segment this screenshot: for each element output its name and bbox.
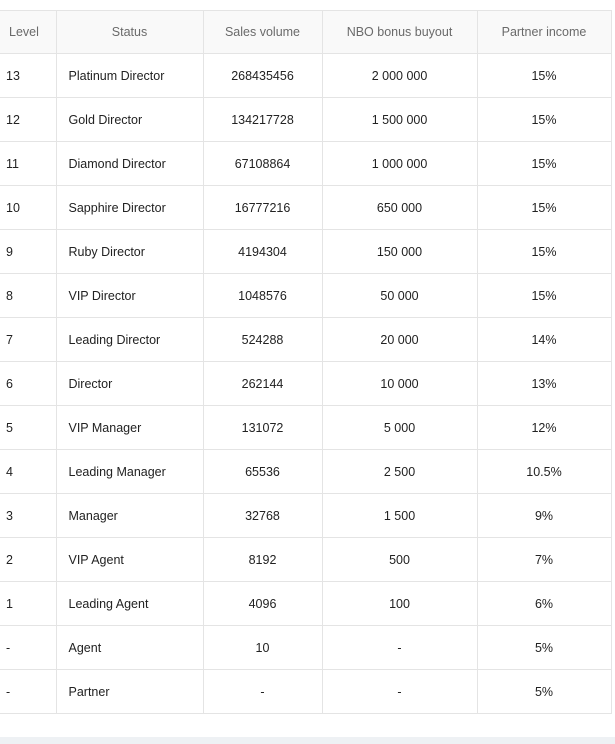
cell-partner-income: 14% bbox=[477, 318, 611, 362]
cell-level: 13 bbox=[0, 54, 56, 98]
cell-sales-volume: 32768 bbox=[203, 494, 322, 538]
table-row bbox=[0, 582, 611, 626]
cell-nbo-bonus-buyout: 10 000 bbox=[322, 362, 477, 406]
cell-nbo-bonus-buyout: 2 000 000 bbox=[322, 54, 477, 98]
cell-partner-income: 12% bbox=[477, 406, 611, 450]
cell-nbo-bonus-buyout: 20 000 bbox=[322, 318, 477, 362]
cell-sales-volume: 268435456 bbox=[203, 54, 322, 98]
cell-nbo-bonus-buyout: 1 500 000 bbox=[322, 98, 477, 142]
cell-status: Diamond Director bbox=[56, 142, 203, 186]
cell-level: 11 bbox=[0, 142, 56, 186]
cell-level: 9 bbox=[0, 230, 56, 274]
cell-status: Director bbox=[56, 362, 203, 406]
cell-status: Ruby Director bbox=[56, 230, 203, 274]
cell-level: 2 bbox=[0, 538, 56, 582]
header-partner-income: Partner income bbox=[477, 11, 611, 54]
cell-partner-income: 15% bbox=[477, 274, 611, 318]
header-nbo-bonus-buyout: NBO bonus buyout bbox=[322, 11, 477, 54]
cell-sales-volume: 4194304 bbox=[203, 230, 322, 274]
header-sales-volume: Sales volume bbox=[203, 11, 322, 54]
cell-partner-income: 15% bbox=[477, 142, 611, 186]
cell-nbo-bonus-buyout: 1 500 bbox=[322, 494, 477, 538]
cell-nbo-bonus-buyout: 5 000 bbox=[322, 406, 477, 450]
cell-sales-volume: 16777216 bbox=[203, 186, 322, 230]
table-row bbox=[0, 318, 611, 362]
cell-level: 12 bbox=[0, 98, 56, 142]
table-row bbox=[0, 406, 611, 450]
cell-partner-income: 7% bbox=[477, 538, 611, 582]
cell-status: Leading Manager bbox=[56, 450, 203, 494]
cell-level: 3 bbox=[0, 494, 56, 538]
cell-partner-income: 10.5% bbox=[477, 450, 611, 494]
cell-nbo-bonus-buyout: 50 000 bbox=[322, 274, 477, 318]
cell-sales-volume: 131072 bbox=[203, 406, 322, 450]
cell-level: 7 bbox=[0, 318, 56, 362]
table-row bbox=[0, 54, 611, 98]
cell-level: - bbox=[0, 670, 56, 714]
cell-nbo-bonus-buyout: 2 500 bbox=[322, 450, 477, 494]
cell-sales-volume: 8192 bbox=[203, 538, 322, 582]
cell-nbo-bonus-buyout: 650 000 bbox=[322, 186, 477, 230]
cell-level: 8 bbox=[0, 274, 56, 318]
cell-partner-income: 9% bbox=[477, 494, 611, 538]
cell-nbo-bonus-buyout: - bbox=[322, 626, 477, 670]
cell-status: Sapphire Director bbox=[56, 186, 203, 230]
status-levels-table-container bbox=[0, 10, 611, 714]
cell-level: 5 bbox=[0, 406, 56, 450]
cell-status: Partner bbox=[56, 670, 203, 714]
table-row bbox=[0, 450, 611, 494]
table-header-row bbox=[0, 11, 611, 54]
cell-sales-volume: 1048576 bbox=[203, 274, 322, 318]
cell-level: 4 bbox=[0, 450, 56, 494]
page-bottom-strip bbox=[0, 737, 615, 744]
table-row bbox=[0, 186, 611, 230]
cell-partner-income: 13% bbox=[477, 362, 611, 406]
table-row bbox=[0, 274, 611, 318]
cell-sales-volume: - bbox=[203, 670, 322, 714]
table-body bbox=[0, 54, 611, 714]
cell-status: VIP Manager bbox=[56, 406, 203, 450]
cell-sales-volume: 67108864 bbox=[203, 142, 322, 186]
cell-partner-income: 15% bbox=[477, 186, 611, 230]
cell-partner-income: 6% bbox=[477, 582, 611, 626]
table-row bbox=[0, 230, 611, 274]
table-row bbox=[0, 626, 611, 670]
cell-status: Platinum Director bbox=[56, 54, 203, 98]
cell-status: Agent bbox=[56, 626, 203, 670]
header-status: Status bbox=[56, 11, 203, 54]
cell-sales-volume: 4096 bbox=[203, 582, 322, 626]
cell-partner-income: 15% bbox=[477, 98, 611, 142]
cell-status: Leading Agent bbox=[56, 582, 203, 626]
cell-level: - bbox=[0, 626, 56, 670]
cell-level: 10 bbox=[0, 186, 56, 230]
cell-sales-volume: 524288 bbox=[203, 318, 322, 362]
cell-partner-income: 5% bbox=[477, 626, 611, 670]
cell-nbo-bonus-buyout: 150 000 bbox=[322, 230, 477, 274]
cell-nbo-bonus-buyout: - bbox=[322, 670, 477, 714]
cell-nbo-bonus-buyout: 100 bbox=[322, 582, 477, 626]
cell-status: VIP Director bbox=[56, 274, 203, 318]
cell-sales-volume: 262144 bbox=[203, 362, 322, 406]
table-row bbox=[0, 142, 611, 186]
table-row bbox=[0, 538, 611, 582]
cell-level: 1 bbox=[0, 582, 56, 626]
cell-partner-income: 15% bbox=[477, 54, 611, 98]
cell-status: Gold Director bbox=[56, 98, 203, 142]
header-level: Level bbox=[0, 11, 56, 54]
table-row bbox=[0, 362, 611, 406]
table-row bbox=[0, 494, 611, 538]
cell-nbo-bonus-buyout: 500 bbox=[322, 538, 477, 582]
cell-status: VIP Agent bbox=[56, 538, 203, 582]
cell-sales-volume: 10 bbox=[203, 626, 322, 670]
cell-sales-volume: 134217728 bbox=[203, 98, 322, 142]
cell-status: Leading Director bbox=[56, 318, 203, 362]
status-levels-table bbox=[0, 10, 612, 714]
cell-partner-income: 15% bbox=[477, 230, 611, 274]
cell-sales-volume: 65536 bbox=[203, 450, 322, 494]
table-row bbox=[0, 98, 611, 142]
cell-status: Manager bbox=[56, 494, 203, 538]
cell-level: 6 bbox=[0, 362, 56, 406]
table-row bbox=[0, 670, 611, 714]
cell-nbo-bonus-buyout: 1 000 000 bbox=[322, 142, 477, 186]
cell-partner-income: 5% bbox=[477, 670, 611, 714]
